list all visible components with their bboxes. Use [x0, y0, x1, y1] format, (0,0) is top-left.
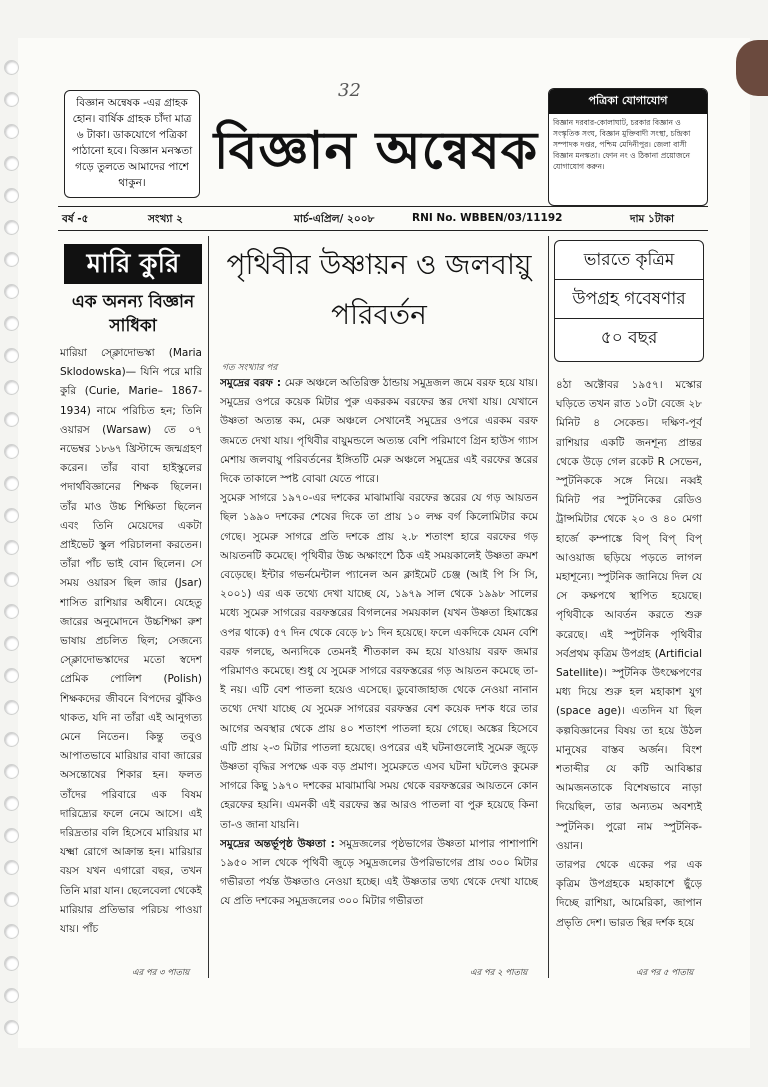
main-p3-text: সমুদ্রজলের পৃষ্ঠভাগের উষ্ণতা মাপার পাশাপাশি ১৯৫০ সাল থেকে পৃথিবী জুড়ে সমুদ্রজলের উপরিভাগের প্রায় ৩০০ মিটার গভীরতা পর্যন্ত উষ্ণতাও নেওয়া হচ্ছে। এই উষ্ণতার তথ্য থেকে দেখা যাচ্ছে যে প্রতি দশকের সমুদ্রজলের ৩০০ মিটার গভীরতা — [220, 837, 538, 908]
binder-hole — [4, 924, 19, 939]
main-article-body — [220, 374, 538, 966]
binder-hole — [4, 572, 19, 587]
contact-box — [548, 88, 708, 206]
issue-label: সংখ্যা ২ — [148, 213, 183, 225]
binder-hole — [4, 732, 19, 747]
marie-curie-tag: মারি কুরি — [64, 244, 202, 284]
right-paragraph: ৪ঠা অক্টোবর ১৯৫৭। মস্কোর ঘড়িতে তখন রাত ১০টা বেজে ২৮ মিনিট ৪ সেকেন্ড। দক্ষিণ-পূর্ব রাশিয়ার একটি জনশূন্য প্রান্তর থেকে উড়ে গেল রকেট R সেভেন, স্পুটনিককে সঙ্গে নিয়ে। নব্বই মিনিট পর স্পুটনিকের রেডিও ট্রান্সমিটার থেকে ২০ ও ৪০ মেগা হার্জে কম্পাঙ্কে বিপ্ বিপ্ বিপ্ আওয়াজ ছড়িয়ে পড়তে লাগল মহাশূন্যে। স্পুটনিক জানিয়ে দিল যে সে কক্ষপথে স্থাপিত হয়েছে। পৃথিবীকে আবর্তন করতে শুরু করেছে। এই স্পুটনিক পৃথিবীর সর্বপ্রথম কৃত্রিম উপগ্রহ (Artificial Satellite)। স্পুটনিক উৎক্ষেপণের মধ্য দিয়ে শুরু হল মহাকাশ যুগ (space age)। এতদিন যা ছিল কল্পবিজ্ঞানের বিষয় তা হয়ে উঠল মানুষের বাস্তব অর্জন। বিংশ শতাব্দীর যে কটি আবিষ্কার আমজনতাকে বিশেষভাবে নাড়া দিয়েছিল, তার অন্যতম অবশ্যই স্পুটনিক। পুরো নাম স্পুটনিক-ওয়ান। — [556, 379, 702, 852]
info-rule — [58, 230, 708, 231]
left-continued: এর পর ৩ পাতায় — [132, 968, 190, 978]
contact-body: বিজ্ঞান দরবার-কোলাঘাট, চরকার বিজ্ঞান ও সংস্কৃতিক সংঘ, বিজ্ঞান মুক্তিবাদী সংস্থা, চন্দ্রিকা সম্পাদক দপ্তর, পশ্চিম মেদিনীপুর। জেলা বাসী বিজ্ঞান মনস্কতা। ফোন নং ও ঠিকানা প্রয়োজনে যোগাযোগ করুন। — [553, 118, 691, 171]
binder-hole — [4, 1020, 19, 1035]
binder-hole — [4, 284, 19, 299]
main-p1-heading: সমুদ্রের বরফ : — [220, 377, 282, 389]
subscription-promo: বিজ্ঞান অন্বেষক -এর গ্রাহক হোন। বার্ষিক গ্রাহক চাঁদা মাত্র ৬ টাকা। ডাকযোগে পত্রিকা পাঠানো হবে। বিজ্ঞান মনস্কতা গড়ে তুলতে আমাদের পাশে থাকুন। — [64, 90, 200, 198]
binder-hole — [4, 412, 19, 427]
binder-hole — [4, 764, 19, 779]
binder-hole — [4, 668, 19, 683]
binder-hole — [4, 796, 19, 811]
right-heading-line: ৫০ বছর — [600, 328, 658, 348]
main-article-heading: পৃথিবীর উষ্ণায়ন ও জলবায়ু পরিবর্তন — [226, 248, 532, 331]
year-label: বর্ষ -৫ — [62, 213, 89, 225]
binder-hole — [4, 700, 19, 715]
column-divider — [548, 236, 549, 978]
binder-hole — [4, 124, 19, 139]
header-rule — [58, 206, 708, 207]
binder-hole — [4, 220, 19, 235]
binder-hole — [4, 444, 19, 459]
date-label: মার্চ-এপ্রিল/ ২০০৮ — [294, 213, 375, 225]
main-p3-heading: সমুদ্রের অন্তর্ভূপৃষ্ঠ উষ্ণতা : — [220, 837, 335, 850]
binder-hole — [4, 380, 19, 395]
thumb — [736, 40, 768, 96]
main-subtitle: গত সংখ্যার পর — [222, 363, 278, 373]
column-divider — [208, 236, 209, 978]
right-article-heading — [554, 240, 704, 362]
binder-hole — [4, 636, 19, 651]
binder-hole — [4, 988, 19, 1003]
right-paragraph: তারপর থেকে একের পর এক কৃত্রিম উপগ্রহকে মহাকাশে ছুঁড়ে দিচ্ছে রাশিয়া, আমেরিকা, জাপান প্রভৃতি দেশ। ভারত স্থির দর্শক হয়ে — [556, 859, 702, 929]
left-article-body — [60, 344, 202, 966]
price-label: দাম ১টাকা — [630, 213, 675, 225]
binder-hole — [4, 92, 19, 107]
left-article-heading: এক অনন্য বিজ্ঞান সাধিকা — [71, 292, 195, 336]
binder-hole — [4, 60, 19, 75]
right-article-body — [556, 376, 702, 966]
binder-hole — [4, 316, 19, 331]
binder-hole — [4, 188, 19, 203]
left-paragraph: মারিয়া স্ক্লোদোভস্কা (Maria Sklodowska)— যিনি পরে মারি কুরি (Curie, Marie– 1867-1934) নামে পরিচিত হন; তিনি ওয়ারস (Warsaw) তে ০৭ নভেম্বর ১৮৬৭ খ্রিস্টাব্দে জন্মগ্রহণ করেন। তাঁর বাবা হাইস্কুলের পদার্থবিজ্ঞানের শিক্ষক ছিলেন। তাঁর মাও উচ্চ শিক্ষিতা ছিলেন এবং তিনি মেয়েদের একটা প্রাইভেট স্কুল পরিচালনা করতেন। তাঁরা পাঁচ ভাই বোন ছিলেন। সে সময় ওয়ারস ছিল জার (Jsar) শাসিত রাশিয়ার অধীনে। যেহেতু জারের অনুমোদনে উচ্চশিক্ষা রুশ ভাষায় প্রচলিত ছিল; সেজন্যে স্ক্লোদোভস্কাদের মতো স্বদেশ প্রেমিক পোলিশ (Polish) শিক্ষকদের জীবনে বিপদের ঝুঁকিও থাকত, যদি না তাঁরা এই আনুগত্য মেনে নিতেন। কিন্তু তবুও আপাতভাবে মারিয়ার বাবা জারের অসন্তোষের শিকার হন। ফলত তাঁদের পরিবারে এক বিষম দারিদ্র্যের ফলে নেমে আসে। এই দরিদ্রতার বলি হিসেবে মারিয়ার মা যক্ষ্মা রোগে আক্রান্ত হন। মারিয়ার বয়স যখন এগারো বছর, তখন তিনি মারা যান। ছেলেবেলা থেকেই মারিয়ার প্রতিভার পরিচয় পাওয়া যায়। পাঁচ — [60, 347, 202, 936]
binder-hole — [4, 892, 19, 907]
binder-hole — [4, 508, 19, 523]
right-continued: এর পর ৫ পাতায় — [636, 968, 694, 978]
binder-hole — [4, 604, 19, 619]
binder-hole — [4, 156, 19, 171]
binder-hole — [4, 476, 19, 491]
issue-info-bar — [58, 210, 708, 228]
main-continued: এর পর ২ পাতায় — [470, 968, 528, 978]
main-paragraph: সুমেরু সাগরে ১৯৭০-এর দশকের মাঝামাঝি বরফের স্তরের যে গড় আয়তন ছিল ১৯৯০ দশকের শেষের দিকে তা প্রায় ১০ লক্ষ বর্গ কিলোমিটার কমে গেছে। সুমেরু সাগরে প্রতি দশকে প্রায় ২.৮ শতাংশ হারে বরফের গড় আয়তনটি কমেছে। পৃথিবীর উচ্চ অক্ষাংশে ঠিক এই সময়কালেই উষ্ণতা ক্রমশ বেড়েছে। ইন্টার গভর্নমেন্টাল প্যানেল অন ক্লাইমেট চেঞ্জ (আই পি সি সি, ২০০১) এর এক তথ্যে দেখা যাচ্ছে যে, ১৯৭৯ সাল থেকে ১৯৯৮ সালের মধ্যে সুমেরু সাগরের বরফস্তরের বিগলনের সময়কাল (যখন উষ্ণতা হিমাঙ্কের ওপর থাকে) ৫৭ দিন থেকে বেড়ে ৮১ দিন হয়েছে। ফলে একদিকে যেমন বেশি বরফ গলছে, অন্যদিকে তেমনই শীতকাল কম হয়ে যাওয়ায় বরফ জমার পরিমাণও কমেছে। শুধু যে সুমেরু সাগরে বরফস্তরের গড় আয়তন কমেছে তা-ই নয়। এটি বেশ পাতলা হয়েও এসেছে। ডুবোজাহাজ থেকে নেওয়া নানান তথ্যে দেখা যাচ্ছে যে সুমেরু সাগরের বরফস্তর বেশ কয়েক দশক ধরে তার আগের অবস্থার থেকে প্রায় ৪০ শতাংশ পাতলা হয়ে গেছে। অঙ্কের হিসেবে এটি প্রায় ২-৩ মিটার পাতলা হয়েছে। ওপরের এই ঘটনাগুলোই সুমেরু জুড়ে উষ্ণতা বৃদ্ধির সপক্ষে এক বড় প্রমাণ। সুমেরুতে এসব ঘটনা ঘটলেও কুমেরু সাগরে কিছু ১৯৭০ দশকের মাঝামাঝি সময় থেকে বরফস্তরের আয়তনে কোন হেরফের হয়নি। এমনকী এই বরফের স্তর আরও পাতলা বা পুরু হয়েছে কিনা তা-ও জানা যায়নি। — [220, 492, 538, 831]
masthead-title: বিজ্ঞান অন্বেষক — [213, 120, 539, 181]
binder-hole — [4, 828, 19, 843]
binder-hole — [4, 252, 19, 267]
right-heading-line: উপগ্রহ গবেষণার — [555, 280, 703, 319]
right-heading-line: ভারতে কৃত্রিম — [555, 241, 703, 280]
contact-heading: পত্রিকা যোগাযোগ — [549, 89, 707, 114]
handwritten-page-number: 32 — [338, 80, 361, 101]
main-paragraph — [220, 835, 538, 912]
main-paragraph — [220, 374, 538, 489]
binder-hole — [4, 860, 19, 875]
binder-hole — [4, 348, 19, 363]
main-p1-text: মেরু অঞ্চলে অতিরিক্ত ঠান্ডায় সমুদ্রজল জমে বরফ হয়ে যায়। সমুদ্রের ওপরে কয়েক মিটার পুরু একরকম বরফের স্তর দেখা যায়। যেখানে উষ্ণতা অত্যন্ত কম, মেরু অঞ্চলে সেখানেই সমুদ্রের ওপরে এরকম বরফ জমতে দেখা যায়। পৃথিবীর বায়ুমন্ডলে অত্যন্ত বেশি পরিমাণে গ্রিন হাউস গ্যাস মেশায় জলবায়ু পরিবর্তনের ইঙ্গিতটি মেরু অঞ্চলে সমুদ্রের এই বরফের স্তরের দিকে তাকালে স্পষ্ট বোঝা যেতে পারে। — [220, 377, 538, 486]
rni-label: RNI No. WBBEN/03/11192 — [412, 212, 563, 224]
binder-hole — [4, 956, 19, 971]
binder-hole — [4, 540, 19, 555]
